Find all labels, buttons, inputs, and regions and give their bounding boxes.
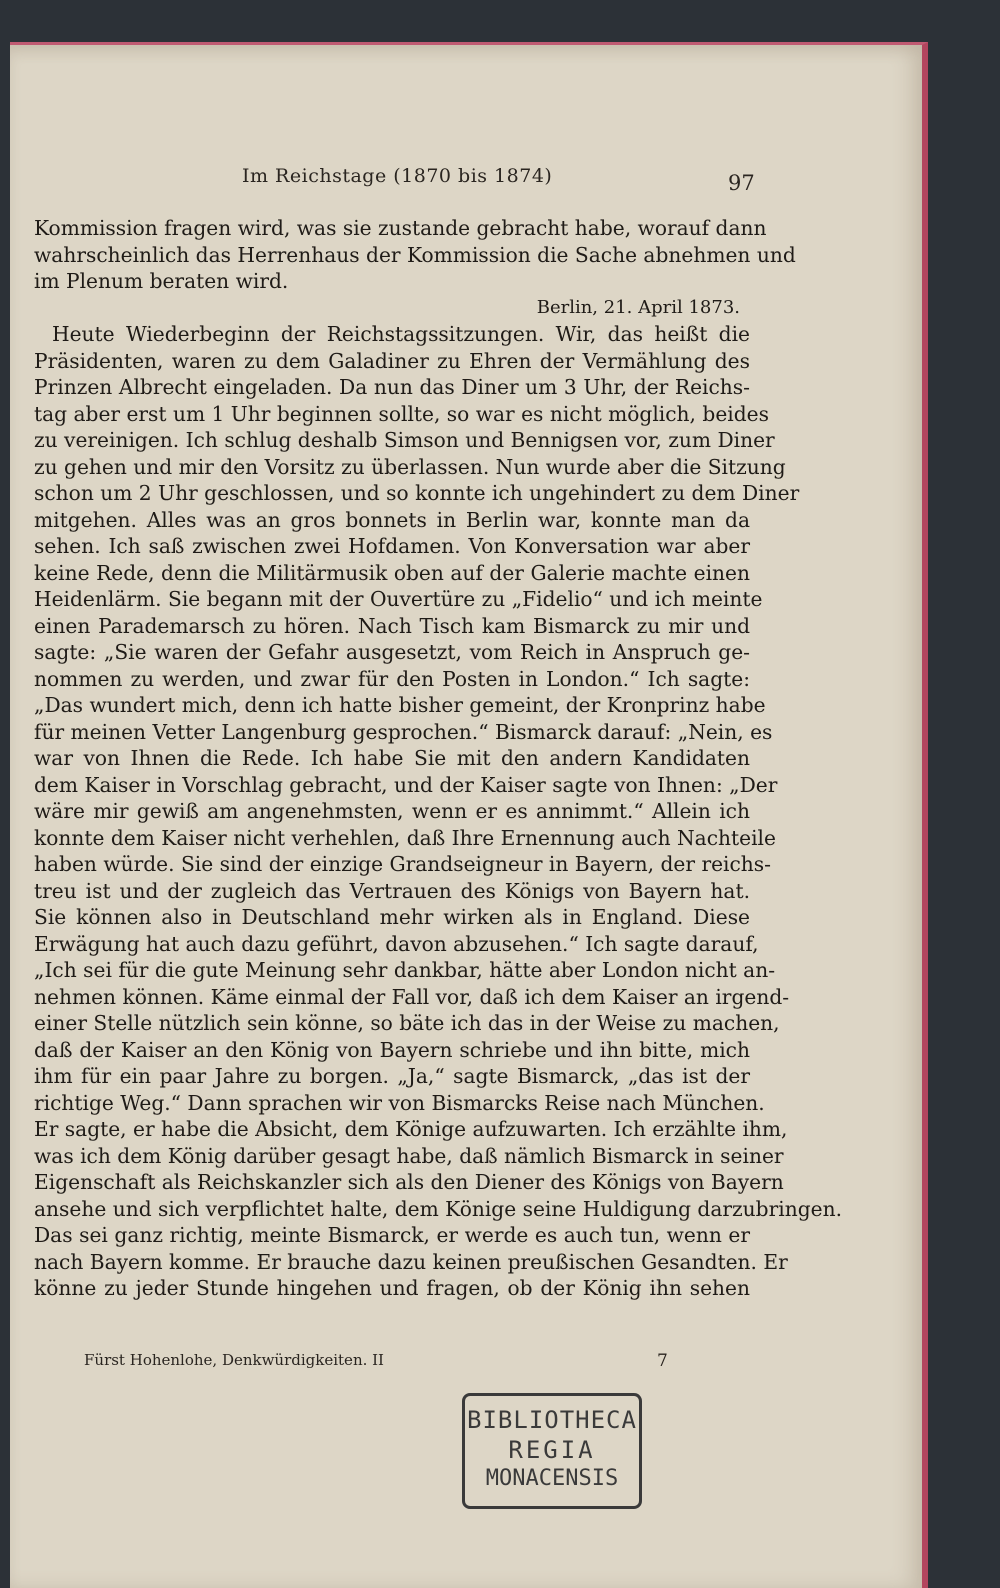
text-line: mitgehen. Alles was an gros bonnets in Berlin war, konnte man da — [34, 507, 750, 532]
text-line: schon um 2 Uhr geschlossen, und so konnte ich ungehindert zu dem Diner — [34, 481, 800, 505]
text-line: Prinzen Albrecht eingeladen. Da nun das Diner um 3 Uhr, der Reichs- — [34, 375, 750, 399]
text-line: nach Bayern komme. Er brauche dazu keinen preußischen Gesandten. Er — [34, 1249, 788, 1274]
text-line: einen Parademarsch zu hören. Nach Tisch kam Bismarck zu mir und — [34, 613, 750, 638]
text-line: Heidenlärm. Sie begann mit der Ouvertüre zu „Fidelio“ und ich meinte — [34, 587, 763, 611]
text-line: „Ich sei für die gute Meinung sehr dankbar, hätte aber London nicht an- — [34, 958, 776, 982]
text-line: Er sagte, er habe die Absicht, dem Könige aufzuwarten. Ich erzählte ihm, — [34, 1117, 788, 1141]
text-line: war von Ihnen die Rede. Ich habe Sie mit den andern Kandidaten — [34, 746, 750, 770]
text-line: ansehe und sich verpflichtet halte, dem Könige seine Huldigung darzubringen. — [34, 1196, 842, 1221]
signature-mark: 7 — [657, 1351, 668, 1371]
text-line: Kommission fragen wird, was sie zustande gebracht habe, worauf dann — [34, 216, 767, 240]
text-line: Das sei ganz richtig, meinte Bismarck, er werde es auch tun, wenn er — [34, 1223, 750, 1247]
text-line: tag aber erst um 1 Uhr beginnen sollte, so war es nicht möglich, beides — [34, 401, 769, 426]
text-line: sagte: „Sie waren der Gefahr ausgesetzt, vom Reich in Anspruch ge- — [34, 640, 750, 664]
text-line: konnte dem Kaiser nicht verhehlen, daß Ihre Ernennung auch Nachteile — [34, 825, 776, 850]
footer-title: Fürst Hohenlohe, Denkwürdigkeiten. II — [84, 1351, 384, 1369]
text-line: Präsidenten, waren zu dem Galadiner zu Ehren der Vermählung des — [34, 348, 750, 373]
text-line: wahrscheinlich das Herrenhaus der Kommission die Sache abnehmen und — [34, 242, 796, 267]
stamp-line: MONACENSIS — [485, 1466, 619, 1491]
text-line: dem Kaiser in Vorschlag gebracht, und der Kaiser sagte von Ihnen: „Der — [34, 772, 778, 797]
text-line: haben würde. Sie sind der einzige Grandseigneur in Bayern, der reichs- — [34, 852, 771, 876]
text-line: wäre mir gewiß am angenehmsten, wenn er es annimmt.“ Allein ich — [34, 799, 750, 823]
text-line: treu ist und der zugleich das Vertrauen des Königs von Bayern hat. — [34, 878, 750, 903]
text-line: im Plenum beraten wird. — [34, 269, 289, 293]
text-line: was ich dem König darüber gesagt habe, daß nämlich Bismarck in seiner — [34, 1143, 784, 1168]
text-line: nommen zu werden, und zwar für den Posten in London.“ Ich sagte: — [34, 666, 750, 691]
text-line: ihm für ein paar Jahre zu borgen. „Ja,“ sagte Bismarck, „das ist der — [34, 1064, 750, 1088]
dateline: Berlin, 21. April 1873. — [536, 296, 740, 318]
text-line: daß der Kaiser an den König von Bayern schriebe und ihn bitte, mich — [34, 1037, 750, 1062]
text-line: nehmen können. Käme einmal der Fall vor, daß ich dem Kaiser an irgend- — [34, 984, 790, 1009]
text-line: Sie können also in Deutschland mehr wirken als in England. Diese — [34, 905, 750, 929]
running-title: Im Reichstage (1870 bis 1874) — [242, 165, 553, 187]
text-line: zu gehen und mir den Vorsitz zu überlassen. Nun wurde aber die Sitzung — [34, 454, 786, 479]
text-line: zu vereinigen. Ich schlug deshalb Simson und Bennigsen vor, zum Diner — [34, 428, 775, 452]
text-line: Heute Wiederbeginn der Reichstagssitzungen. Wir, das heißt die — [52, 322, 750, 346]
text-line: richtige Weg.“ Dann sprachen wir von Bismarcks Reise nach München. — [34, 1090, 765, 1115]
stamp-line: BIBLIOTHECA — [467, 1406, 637, 1434]
stamp-line: REGIA — [508, 1436, 596, 1464]
text-line: sehen. Ich saß zwischen zwei Hofdamen. Von Konversation war aber — [34, 534, 750, 558]
text-line: für meinen Vetter Langenburg gesprochen.“ Bismarck darauf: „Nein, es — [34, 719, 773, 744]
text-line: „Das wundert mich, denn ich hatte bisher gemeint, der Kronprinz habe — [34, 693, 766, 717]
text-line: Eigenschaft als Reichskanzler sich als den Diener des Königs von Bayern — [34, 1170, 784, 1194]
page-number: 97 — [728, 171, 755, 195]
text-line: keine Rede, denn die Militärmusik oben auf der Galerie machte einen — [34, 560, 750, 585]
text-line: einer Stelle nützlich sein könne, so bäte ich das in der Weise zu machen, — [34, 1011, 780, 1035]
text-line: Erwägung hat auch dazu geführt, davon abzusehen.“ Ich sagte darauf, — [34, 931, 759, 956]
text-line: könne zu jeder Stunde hingehen und fragen, ob der König ihn sehen — [34, 1276, 750, 1300]
library-stamp — [462, 1393, 642, 1509]
body-text — [34, 215, 842, 1302]
book-page — [10, 42, 928, 1588]
